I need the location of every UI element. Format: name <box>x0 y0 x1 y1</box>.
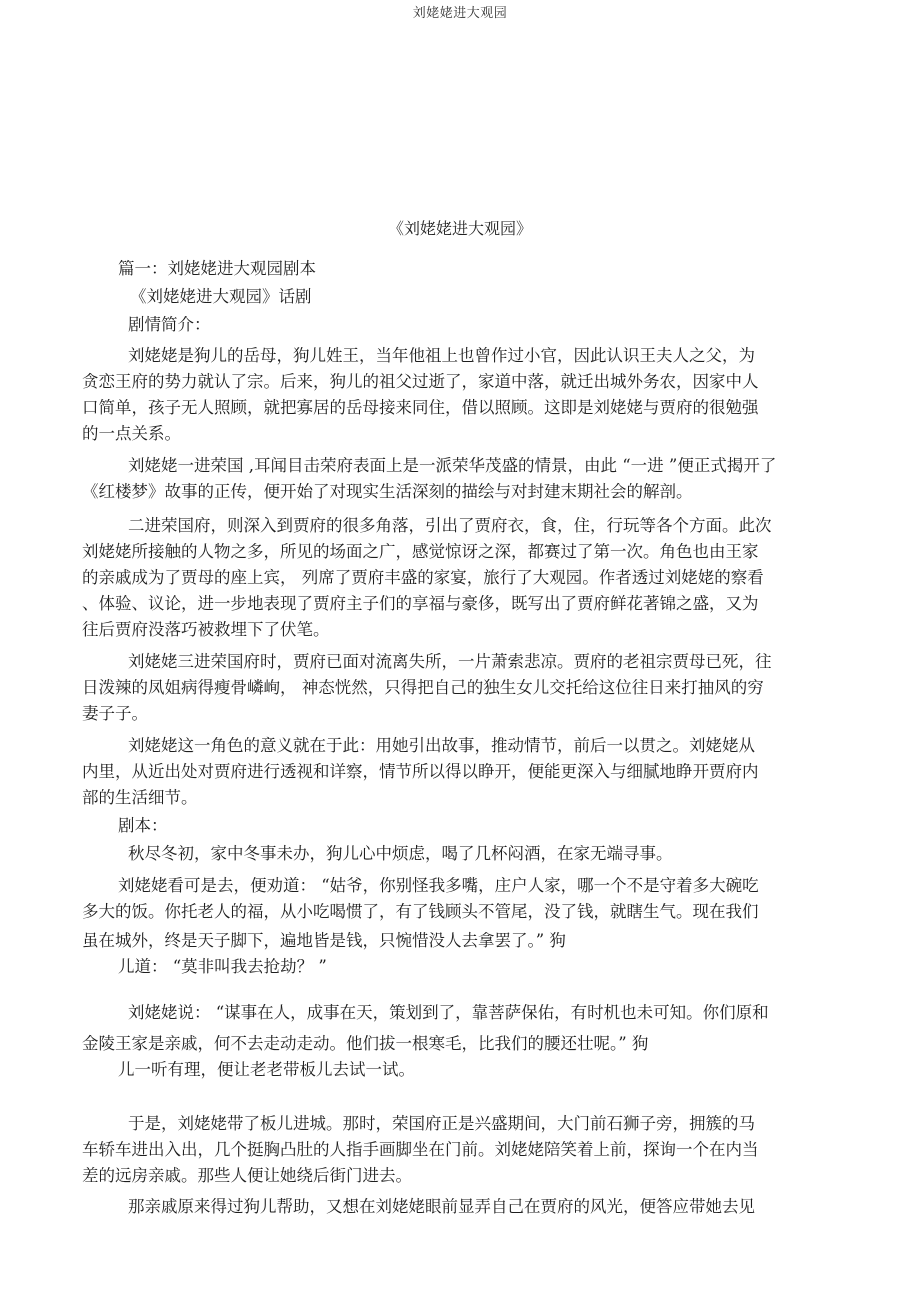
text-line: 儿一听有理，便让老老带板儿去试一试。 <box>118 1060 415 1079</box>
text-line: 那亲戚原来得过狗儿帮助，又想在刘姥姥眼前显弄自己在贾府的风光，便答应带她去见 <box>128 1197 755 1216</box>
text-line: 部的生活细节。 <box>82 788 198 807</box>
text-line: 刘姥姥三进荣国府时，贾府已面对流离失所，一片萧索悲凉。贾府的老祖宗贾母已死，往 <box>128 652 772 671</box>
text-line: 多大的饭。你托老人的福，从小吃喝惯了，有了钱顾头不管尾，没了钱，就瞎生气。现在我们 <box>82 902 759 921</box>
text-line: 贪恋王府的势力就认了宗。后来，狗儿的祖父过逝了，家道中落，就迁出城外务农，因家中人 <box>82 372 759 391</box>
text-line: 内里，从近出处对贾府进行透视和详察，情节所以得以睁开，便能更深入与细腻地睁开贾府内 <box>82 762 759 781</box>
text-line: 日泼辣的凤姐病得瘦骨嶙峋， 神态恍然，只得把自己的独生女儿交托给这位往日来打抽风的穷 <box>82 678 764 697</box>
text-line: 《红楼梦》故事的正传，便开始了对现实生活深刻的描绘与对封建末期社会的解剖。 <box>82 482 693 501</box>
text-line: 的亲戚成为了贾母的座上宾， 列席了贾府丰盛的家宴，旅行了大观园。作者透过刘姥姥的察看 <box>82 568 764 587</box>
text-line: 剧情简介： <box>128 315 211 334</box>
text-line: 的一点关系。 <box>82 424 181 443</box>
text-line: 刘姥姥是狗儿的岳母，狗儿姓王，当年他祖上也曾作过小官，因此认识王夫人之父，为 <box>128 346 755 365</box>
text-line: 于是，刘姥姥带了板儿进城。那时，荣国府正是兴盛期间，大门前石狮子旁，拥簇的马 <box>128 1114 755 1133</box>
text-line: 刘姥姥一进荣国 ,耳闻目击荣府表面上是一派荣华茂盛的情景，由此 “一进 ”便正式揭开了 <box>128 456 777 475</box>
text-line: 口简单，孩子无人照顾，就把寡居的岳母接来同住，借以照顾。这即是刘姥姥与贾府的很勉强 <box>82 398 759 417</box>
text-line: 金陵王家是亲戚，何不去走动走动。他们拔一根寒毛，比我们的腰还壮呢。” 狗 <box>82 1034 649 1053</box>
text-line: 秋尽冬初，家中冬事未办，狗儿心中烦虑，喝了几杯闷酒，在家无端寻事。 <box>128 844 673 863</box>
text-line: 篇一：刘姥姥进大观园剧本 <box>118 259 316 278</box>
text-line: 往后贾府没落巧被救埋下了伏笔。 <box>82 620 330 639</box>
text-line: 差的远房亲戚。那些人便让她绕后街门进去。 <box>82 1166 412 1185</box>
text-line: 二进荣国府，则深入到贾府的很多角落，引出了贾府衣，食，住，行玩等各个方面。此次 <box>128 516 772 535</box>
text-line: 车轿车进出入出，几个挺胸凸肚的人指手画脚坐在门前。刘姥姥陪笑着上前，探询一个在内当 <box>82 1140 759 1159</box>
page-header: 刘姥姥进大观园 <box>412 6 508 21</box>
text-line: 刘姥姥看可是去，便劝道： “姑爷，你别怪我多嘴，庄户人家，哪一个不是守着多大碗吃 <box>118 876 759 895</box>
text-line: 虽在城外，终是天子脚下，遍地皆是钱，只惋惜没人去拿罢了。” 狗 <box>82 931 566 950</box>
text-line: 刘姥姥所接触的人物之多，所见的场面之广，感觉惊讶之深，都赛过了第一次。角色也由王家 <box>82 542 759 561</box>
text-line: 儿道： “莫非叫我去抢劫？ ” <box>118 957 327 976</box>
text-line: 刘姥姥说： “谋事在人，成事在天，策划到了，靠菩萨保佑，有时机也未可知。你们原和 <box>128 1003 769 1022</box>
text-line: 《刘姥姥进大观园》话剧 <box>130 287 312 306</box>
text-line: 妻子子。 <box>82 704 148 723</box>
text-line: 刘姥姥这一角色的意义就在于此：用她引出故事，推动情节，前后一以贯之。刘姥姥从 <box>128 736 755 755</box>
text-line: 、体验、议论，进一步地表现了贾府主子们的享福与豪侈，既写出了贾府鲜花著锦之盛，又为 <box>82 594 759 613</box>
text-line: 剧本： <box>118 816 168 835</box>
document-title: 《刘姥姥进大观园》 <box>387 219 532 238</box>
